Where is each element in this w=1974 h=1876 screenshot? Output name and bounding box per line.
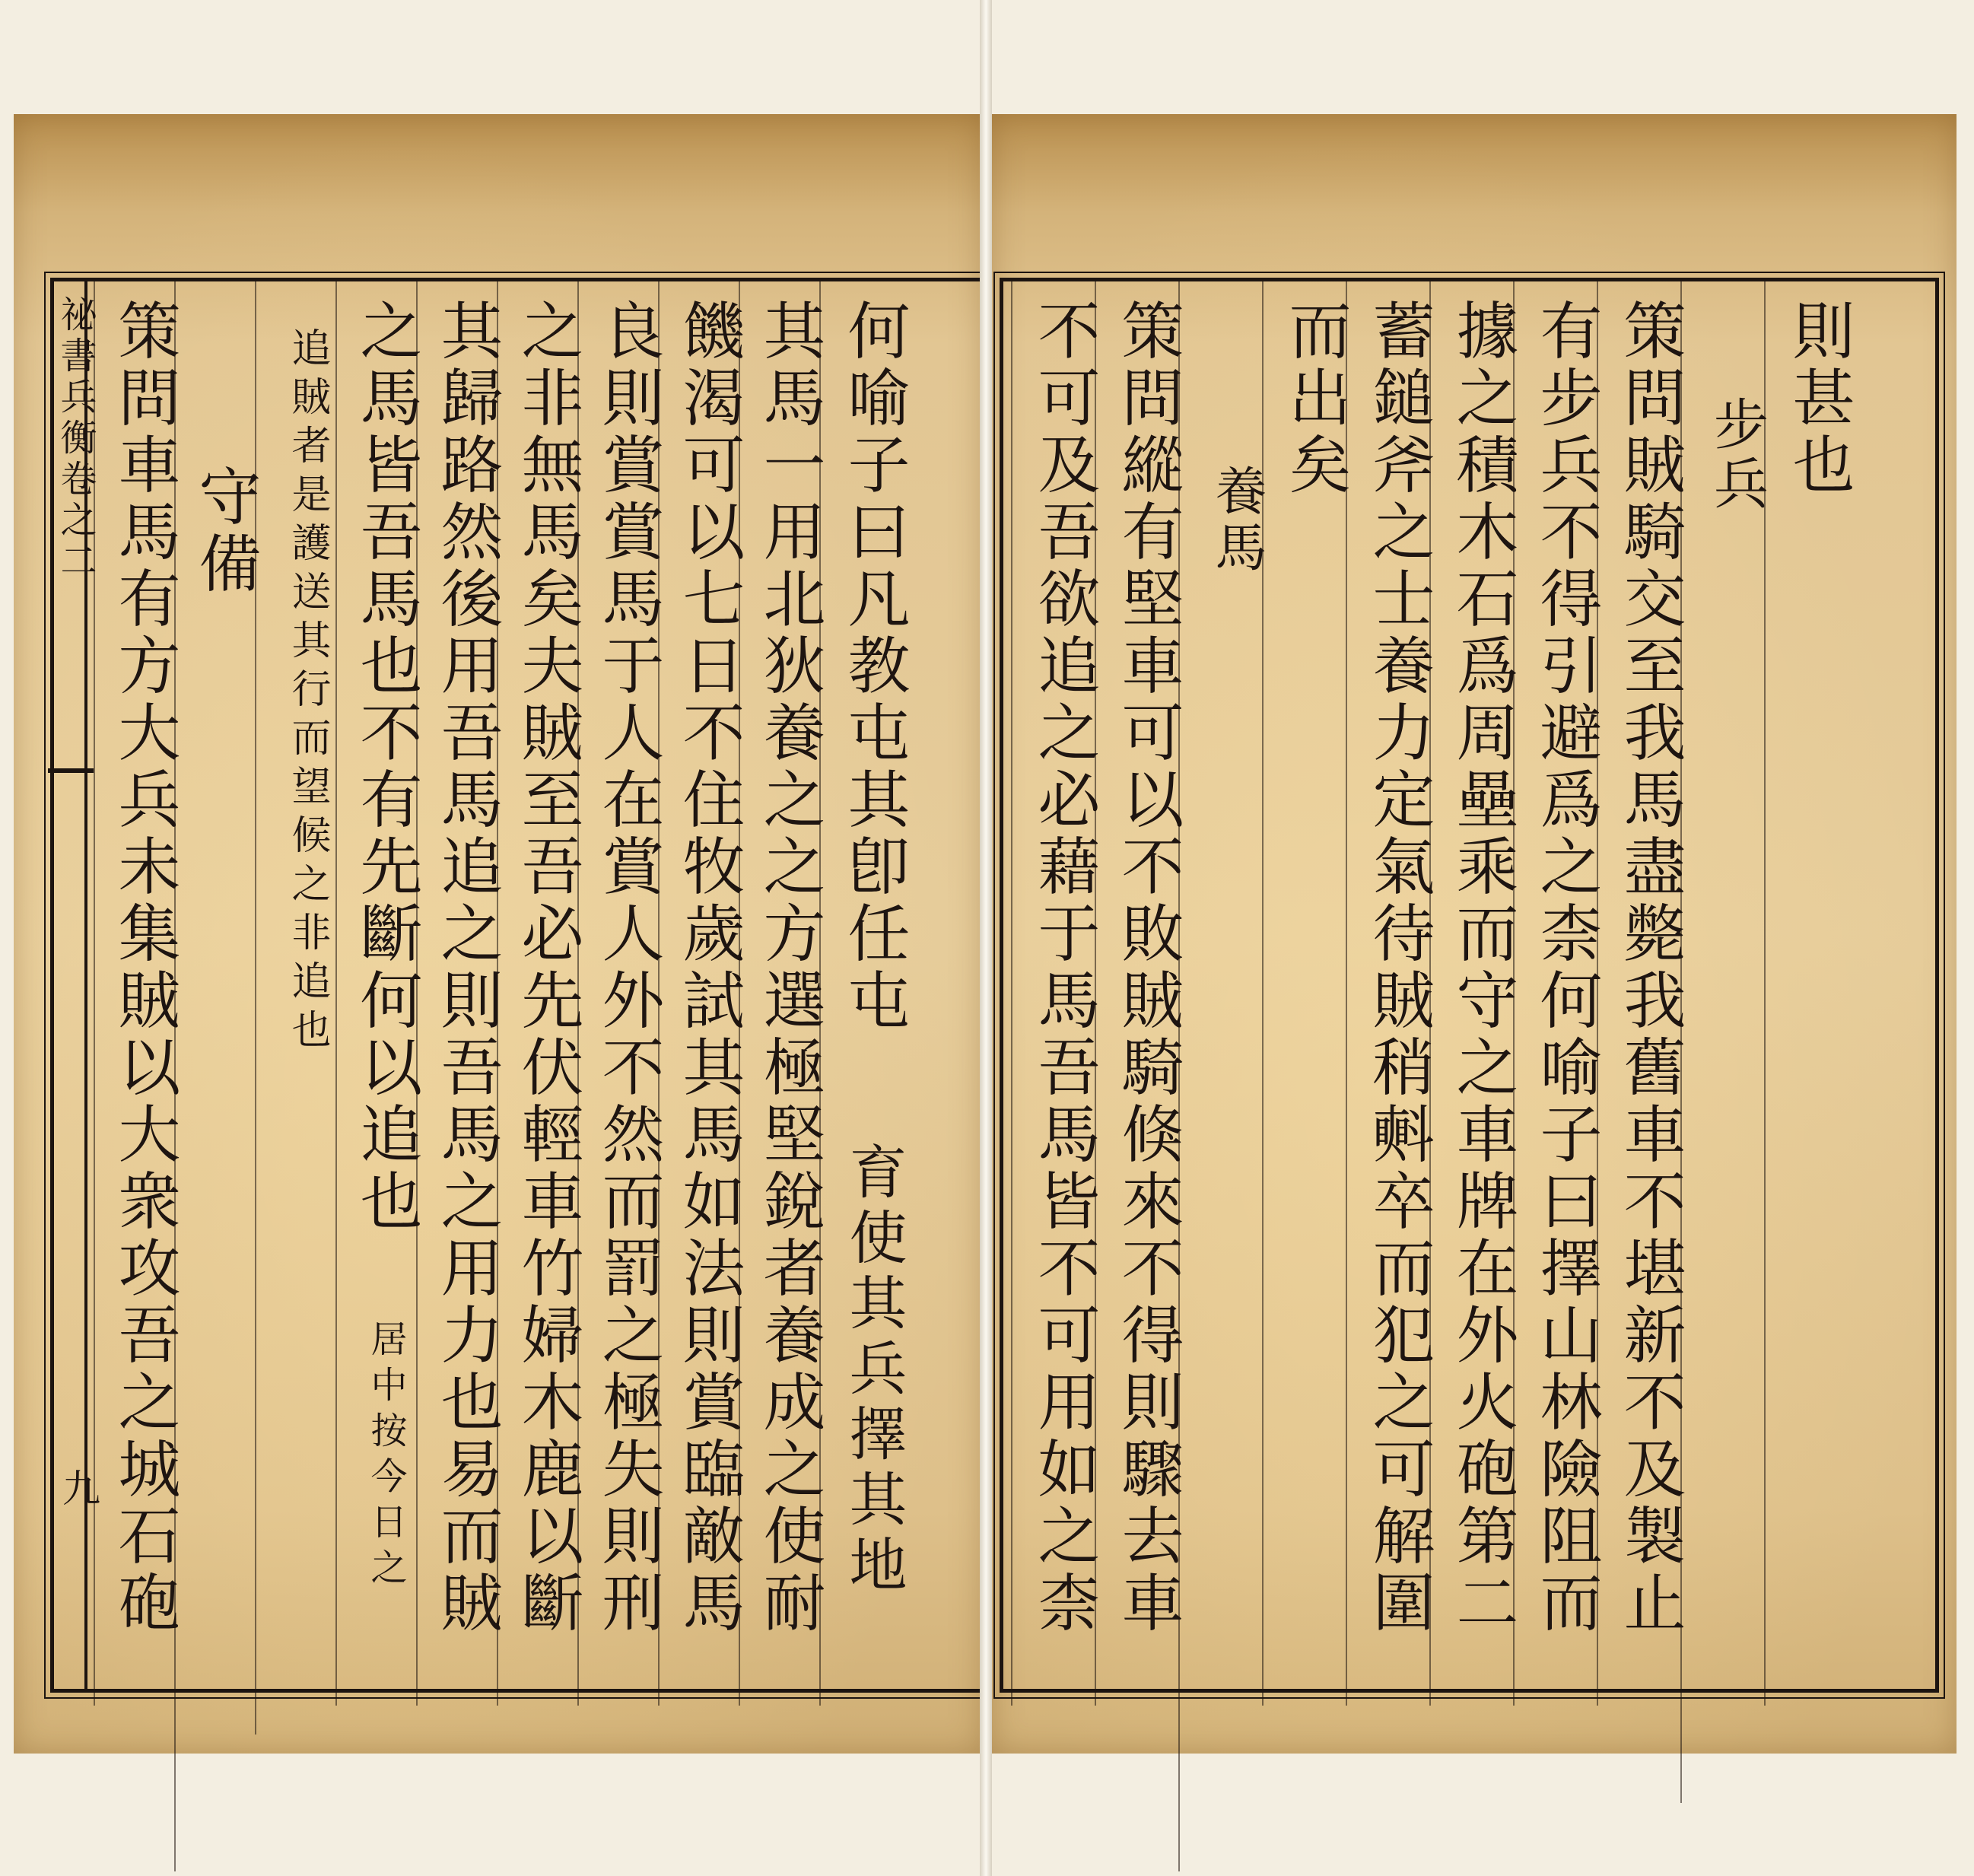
right-col-9: 策問縱有堅車可以不敗賊騎倏來不得則驟去車 bbox=[1095, 281, 1178, 1706]
center-margin bbox=[54, 281, 100, 1689]
left-col-1-main: 何喻子曰凡教屯其卽任屯 bbox=[838, 298, 910, 1035]
left-col-7-main: 之馬皆吾馬也不有先斷何以追也 bbox=[350, 298, 422, 1235]
left-col-9: 守備 bbox=[174, 281, 256, 1871]
right-col-1: 則甚也 bbox=[1764, 281, 1849, 1706]
right-col-4: 有步兵不得引避爲之柰何喻子曰擇山林險阻而 bbox=[1513, 281, 1597, 1706]
left-col-1-note: 育使其兵擇其地 bbox=[840, 1142, 908, 1600]
right-col-3: 策問賊騎交至我馬盡斃我舊車不堪新不及製止 bbox=[1597, 281, 1680, 1706]
right-col-5: 據之積木石爲周壘乘而守之車牌在外火砲第二 bbox=[1429, 281, 1513, 1706]
right-col-2: 步兵 bbox=[1680, 281, 1764, 1803]
right-sheet bbox=[992, 114, 1957, 1754]
right-col-10: 不可及吾欲追之必藉于馬吾馬皆不可用如之柰 bbox=[1011, 281, 1095, 1706]
left-col-5: 之非無馬矣夫賊至吾必先伏輕車竹婦木鹿以斷 bbox=[497, 281, 578, 1706]
right-col-8: 養馬 bbox=[1178, 281, 1262, 1871]
left-col-7 bbox=[335, 281, 422, 1706]
left-col-1 bbox=[819, 281, 910, 1706]
margin-title: 祕書兵衡卷之二 bbox=[54, 295, 97, 583]
margin-folio: 九 bbox=[56, 1468, 100, 1506]
right-leaf bbox=[992, 0, 1974, 1876]
left-col-8: 追賊者是護送其行而望候之非追也 bbox=[255, 281, 336, 1735]
right-col-6: 蓄鎚斧之士養力定氣待賊稍㪺卒而犯之可解圍 bbox=[1346, 281, 1429, 1706]
left-sheet bbox=[14, 114, 981, 1754]
left-text-block bbox=[50, 278, 981, 1693]
left-col-6: 其歸路然後用吾馬追之則吾馬之用力也易而賊 bbox=[416, 281, 497, 1706]
left-col-4: 良則賞賞馬于人在賞人外不然而罰之極失則刑 bbox=[577, 281, 659, 1706]
fishtail-upper bbox=[48, 768, 94, 773]
right-col-7: 而出矣 bbox=[1262, 281, 1346, 1706]
left-col-2: 其馬一用北狄養之之方選極堅銳者養成之使耐 bbox=[739, 281, 820, 1706]
right-text-block bbox=[1000, 278, 1939, 1693]
left-col-3: 饑渴可以七日不住牧歲試其馬如法則賞臨敵馬 bbox=[658, 281, 739, 1706]
left-col-10: 策問車馬有方大兵未集賊以大衆攻吾之城石砲 bbox=[94, 281, 175, 1706]
left-leaf bbox=[0, 0, 981, 1876]
left-col-7-note: 居中按今日之 bbox=[364, 1320, 407, 1594]
